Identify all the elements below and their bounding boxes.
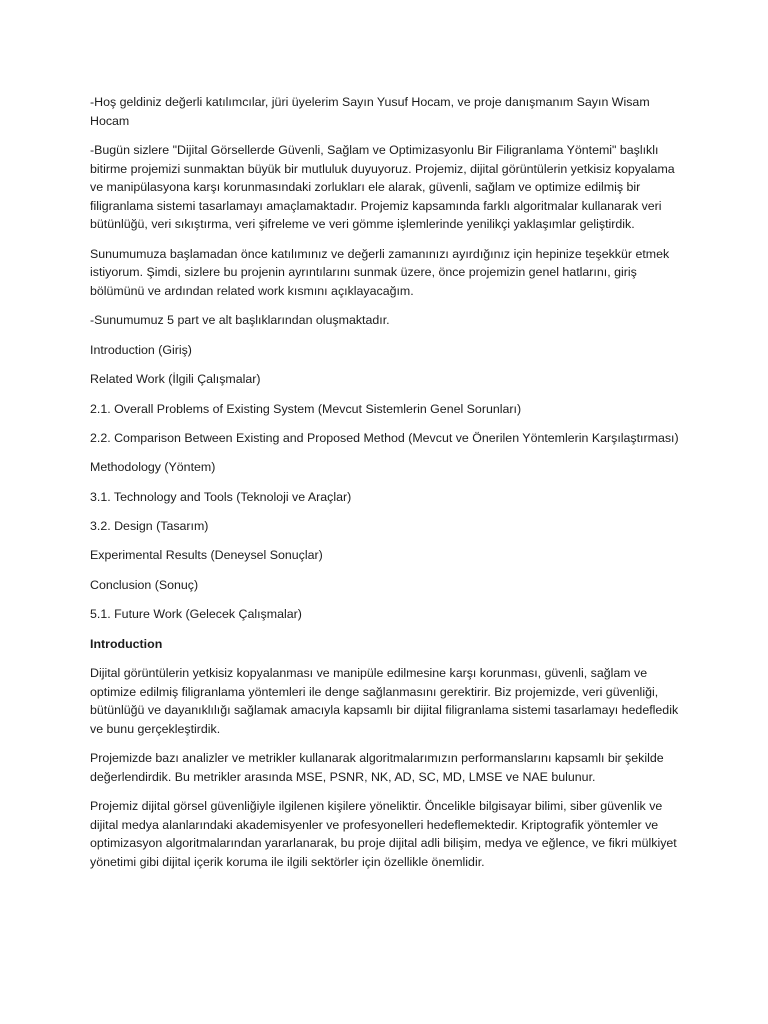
outline-item-2-1: 2.1. Overall Problems of Existing System (Mevcut Sistemlerin Genel Sorunları) [90,401,522,416]
outline-item-introduction: Introduction (Giriş) [90,342,192,357]
introduction-paragraph-2: Projemizde bazı analizler ve metrikler kullanarak algoritmalarımızın performanslarını kapsamlı bir şekilde değerlendirdik. Bu metrikler arasında MSE, PSNR, NK, AD, SC, MD, LMSE ve NAE bulunur. [90,751,664,784]
outline-item-3-1: 3.1. Technology and Tools (Teknoloji ve Araçlar) [90,489,352,504]
outline-item-related-work: Related Work (İlgili Çalışmalar) [90,372,261,387]
outline-item-experimental-results: Experimental Results (Deneysel Sonuçlar) [90,548,323,563]
outline-item-methodology: Methodology (Yöntem) [90,460,216,475]
document-page [90,93,680,882]
introduction-paragraph-1: Dijital görüntülerin yetkisiz kopyalanması ve manipüle edilmesine karşı korunması, güvenli, sağlam ve optimize edilmiş filigranlama yöntemleri ile denge sağlanmasını gerektirir. Biz projemizde, veri güvenliği, bütünlüğü ve dayanıklılığı sağlamak amacıyla kapsamlı bir dijital filigranlama sistemi tasarlamayı hedefledik ve bunu gerçekleştirdik. [90,666,679,736]
outline-intro-paragraph: -Sunumumuz 5 part ve alt başlıklarından oluşmaktadır. [90,313,390,328]
outline-item-conclusion: Conclusion (Sonuç) [90,577,199,592]
section-heading-introduction: Introduction [90,636,163,651]
outline-item-2-2: 2.2. Comparison Between Existing and Proposed Method (Mevcut ve Önerilen Yöntemlerin Karşılaştırması) [90,430,679,445]
outline-item-5-1: 5.1. Future Work (Gelecek Çalışmalar) [90,607,302,622]
greeting-paragraph: -Hoş geldiniz değerli katılımcılar, jüri üyelerim Sayın Yusuf Hocam, ve proje danışmanım Sayın Wisam Hocam [90,95,650,128]
introduction-paragraph-3: Projemiz dijital görsel güvenliğiyle ilgilenen kişilere yöneliktir. Öncelikle bilgisayar bilimi, siber güvenlik ve dijital medya alanlarındaki akademisyenler ve profesyonelleri hedeflemektedir. Kriptografik yöntemler ve optimizasyon algoritmalarından yararlanarak, bu proje dijital adli bilişim, medya ve eğlence, ve fikri mülkiyet yönetimi gibi dijital içerik koruma ile ilgili sektörler için özellikle önemlidir. [90,799,677,869]
project-intro-paragraph: -Bugün sizlere "Dijital Görsellerde Güvenli, Sağlam ve Optimizasyonlu Bir Filigranlama Yöntemi" başlıklı bitirme projemizi sunmaktan büyük bir mutluluk duyuyoruz. Projemiz, dijital görüntülerin yetkisiz kopyalama ve manipülasyona karşı korunmasındaki zorlukları ele alarak, güvenli, sağlam ve optimize edilmiş bir filigranlama sistemi tasarlamayı amaçlamaktadır. Projemiz kapsamında farklı algoritmalar kullanarak veri bütünlüğü, veri sıkıştırma, veri şifreleme ve veri gömme işlemlerinde yenilikçi yaklaşımlar geliştirdik. [90,142,675,232]
thanks-paragraph: Sunumumuza başlamadan önce katılımınız ve değerli zamanınızı ayırdığınız için hepinize teşekkür etmek istiyorum. Şimdi, sizlere bu projenin ayrıntılarını sunmak üzere, önce projemizin genel hatlarını, giriş bölümünü ve ardından related work kısmını açıklayacağım. [90,246,670,298]
outline-item-3-2: 3.2. Design (Tasarım) [90,519,209,534]
